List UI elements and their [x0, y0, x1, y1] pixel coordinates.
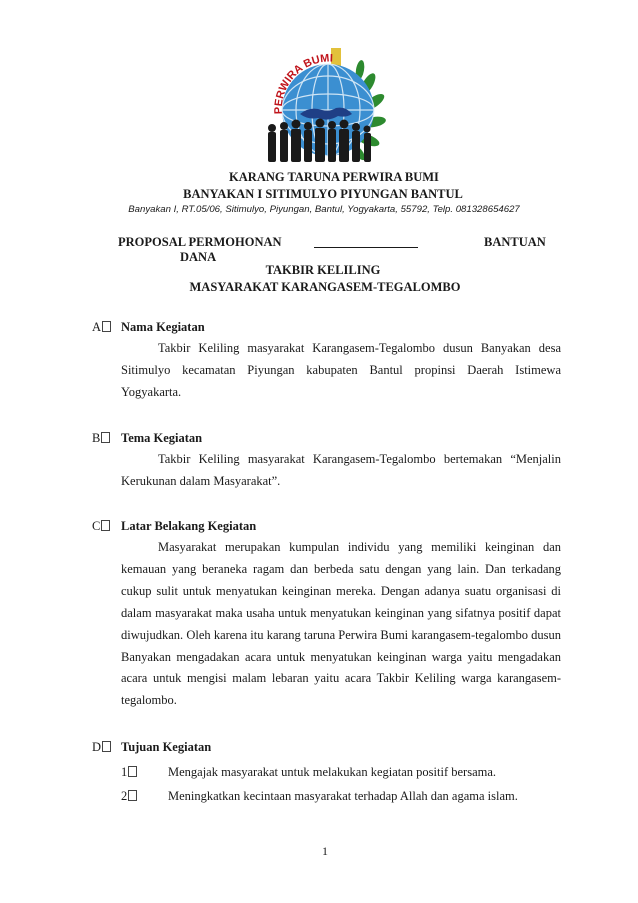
section-letter: D [92, 739, 111, 755]
section-heading: Nama Kegiatan [121, 320, 205, 334]
logo-arc-text: PERWIRA BUMI [272, 52, 334, 115]
section-body: Masyarakat merupakan kumpulan individu yang memiliki keinginan dan kemauan yang beraneka ragam dan berbeda satu dengan yang lain. Dan terkadang cukup sulit untuk menyatukan keinginan mereka. Dengan adanya suatu organisasi di dalam masyarakat maka usaha untuk menyatukan keinginan yang sifatnya positif dapat diwujudkan. Oleh karena itu karang taruna Perwira Bumi karangasem-tegalombo dusun Banyakan mengadakan acara untuk menyatukan keinginan warga yaitu mengadakan acara untuk mengisi malam lebaran yaitu acara Takbir Keliling warga karangasem-tegalombo. [121, 540, 561, 708]
list-text: Mengajak masyarakat untuk melakukan kegiatan positif bersama. [168, 765, 497, 779]
list-number: 1 [121, 764, 137, 780]
section-heading: Latar Belakang Kegiatan [121, 519, 257, 533]
section-letter: B [92, 430, 110, 446]
org-name: KARANG TARUNA PERWIRA BUMI [229, 170, 439, 184]
title-proposal: PROPOSAL PERMOHONAN [118, 235, 282, 249]
people-silhouettes [268, 119, 371, 163]
section-heading: Tujuan Kegiatan [121, 740, 212, 754]
title-underline [314, 247, 418, 248]
title-bantuan: BANTUAN [484, 235, 546, 249]
section-body: Takbir Keliling masyarakat Karangasem-Tegalombo dusun Banyakan desa Sitimulyo kecamatan Piyungan kabupaten Bantul propinsi Daerah Istimewa Yogyakarta. [121, 341, 561, 399]
title-event: TAKBIR KELILING [265, 263, 381, 277]
title-dana: DANA [180, 250, 217, 264]
globe-logo-icon [260, 44, 390, 172]
section-letter: C [92, 518, 110, 534]
section-body: Takbir Keliling masyarakat Karangasem-Tegalombo bertemakan “Menjalin Kerukunan dalam Masyarakat”. [121, 452, 561, 488]
list-number: 2 [121, 788, 137, 804]
list-text: Meningkatkan kecintaan masyarakat terhadap Allah dan agama islam. [168, 789, 518, 803]
section-heading: Tema Kegiatan [121, 431, 203, 445]
org-place: BANYAKAN I SITIMULYO PIYUNGAN BANTUL [183, 187, 463, 201]
org-address: Banyakan I, RT.05/06, Sitimulyo, Piyungan, Bantul, Yogyakarta, 55792, Telp. 081328654627 [128, 204, 520, 215]
title-community: MASYARAKAT KARANGASEM-TEGALOMBO [189, 280, 461, 294]
section-letter: A [92, 319, 111, 335]
page-number: 1 [322, 844, 328, 858]
